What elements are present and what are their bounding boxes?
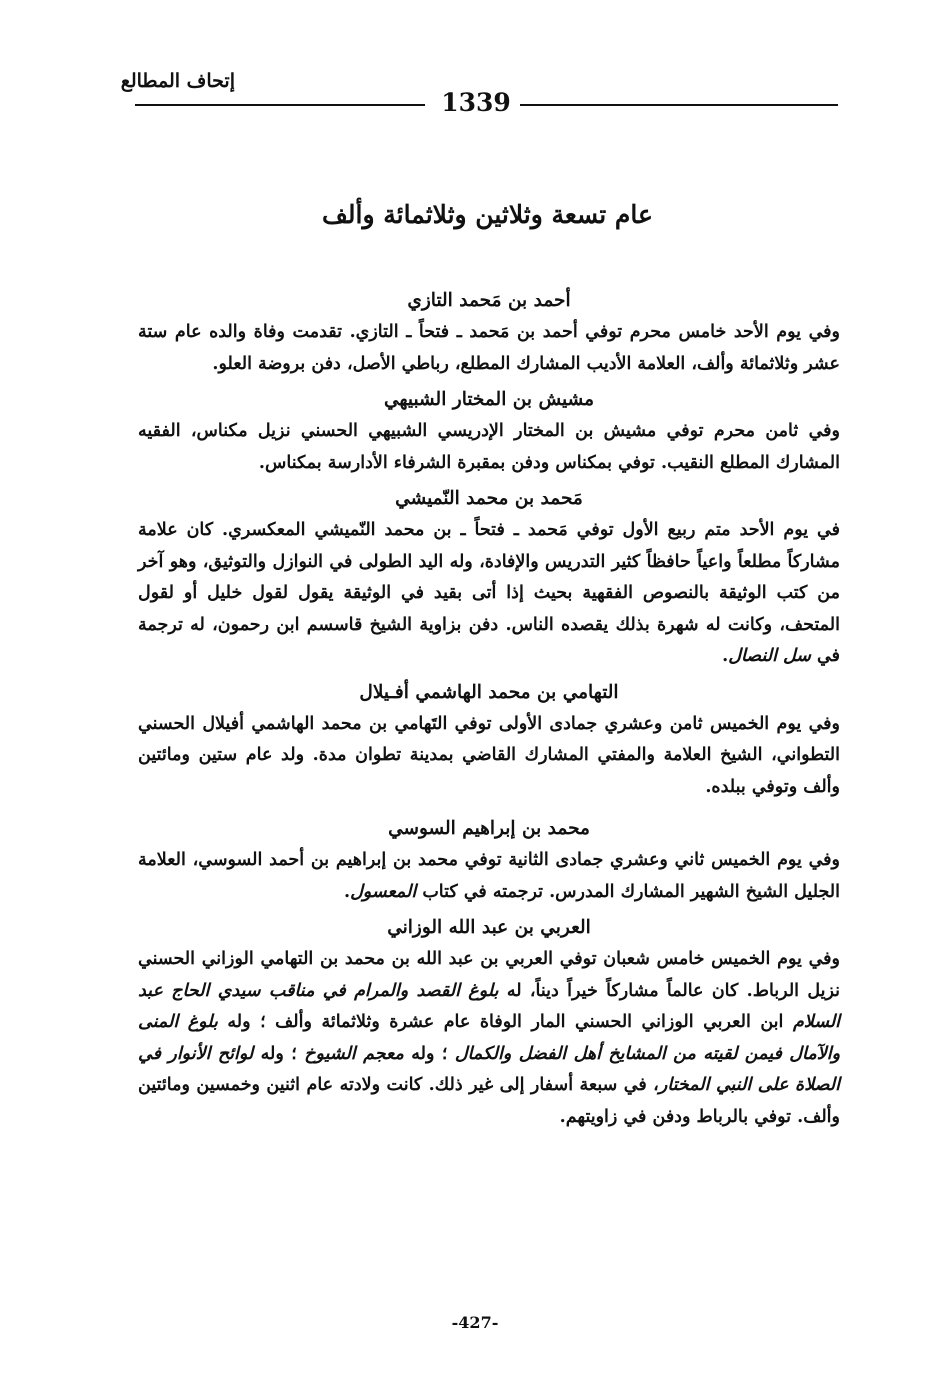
entry-name: العربي بن عبد الله الوزاني xyxy=(387,917,591,938)
entry-text-tail: . xyxy=(344,881,351,902)
page-number: -427- xyxy=(451,1313,499,1332)
book-title: بلوغ المنى والآمال فيمن لقيته من المشايخ أهل الفضل والكمال xyxy=(138,1012,841,1064)
book-title: لوائح الأنوار في الصلاة على النبي المختار xyxy=(138,1043,841,1095)
entry-text: وفي يوم الخميس ثامن وعشري جمادى الأولى توفي التَهامي بن محمد الهاشمي أفيلال الحسني التطواني، الشيخ العلامة والمفتي المشارك القاضي بمدينة تطوان مدة. ولد عام ستين ومائتين وألف وتوفي ببلده. xyxy=(138,713,840,797)
entry-text-part: وفي يوم الخميس خامس شعبان توفي العربي بن عبد الله بن محمد بن التهامي الوزاني الحسني نزيل الرباط. كان عالماً مشاركاً خيراً ديناً، له xyxy=(138,949,841,1001)
header-rule-left xyxy=(135,104,425,106)
entry-name: مَحمد بن محمد النّميشي xyxy=(395,488,583,509)
running-head: إتحاف المطالع xyxy=(120,70,235,92)
entry-text xyxy=(138,515,840,673)
book-title: سل النصال xyxy=(728,646,811,666)
entry-text: وفي ثامن محرم توفي مشيش بن المختار الإدريسي الشبيهي الحسني نزيل مكناس، الفقيه المشارك المطلع النقيب. توفي بمكناس ودفن بمقبرة الشرفاء الأدارسة بمكناس. xyxy=(138,421,840,473)
header-rule-right xyxy=(520,104,838,106)
entry-text-part: ابن العربي الوزاني الحسني المار الوفاة عام عشرة وثلاثمائة وألف ؛ وله xyxy=(227,1012,784,1032)
book-title: بلوغ القصد والمرام في مناقب سيدي الحاج عبد السلام xyxy=(138,980,841,1032)
year-title: عام تسعة وثلاثين وثلاثمائة وألف xyxy=(322,200,653,229)
entry-name: مشيش بن المختار الشبيهي xyxy=(383,389,595,410)
hijri-year-number: 1339 xyxy=(441,88,511,117)
entry-text-part: وفي يوم الخميس ثاني وعشري جمادى الثانية توفي محمد بن إبراهيم بن أحمد السوسي، العلامة الجليل الشيخ الشهير المشارك المدرس. ترجمته في كتاب xyxy=(138,850,840,902)
entry-text-part: ؛ وله xyxy=(411,1043,448,1064)
entry-name: أحمد بن مَحمد التازي xyxy=(407,290,571,311)
entry-text-tail: . xyxy=(722,646,729,666)
entry-text-part: في يوم الأحد متم ربيع الأول توفي مَحمد ـ فتحاً ـ بن محمد النّميشي المعكسري. كان علامة مشاركاً مطلعاً واعياً حافظاً كثير التدريس والإفادة، وله اليد الطولى في النوازل والتوثيق، وهو آخر من كتب الوثيقة بالنصوص الفقهية بحيث إذا أتى بقيد في الوثيقة يقول لقول خليل أو لقول المتحف، وكانت له شهرة بذلك يقصده الناس. دفن بزاوية الشيخ قاسسم ابن رحمون، له ترجمة في xyxy=(138,520,840,666)
entry-text xyxy=(138,845,840,908)
entries-body xyxy=(138,285,840,1137)
book-title: المعسول xyxy=(350,881,417,902)
entry-name: التهامي بن محمد الهاشمي أفـيلال xyxy=(359,681,619,703)
entry-text-tail: ، في سبعة أسفار إلى غير ذلك. كانت ولادته عام اثنين وخمسين ومائتين وألف. توفي بالرباط ودفن في زاويتهم. xyxy=(138,1075,840,1127)
entry-name: محمد بن إبراهيم السوسي xyxy=(388,818,590,839)
entry-text: وفي يوم الأحد خامس محرم توفي أحمد بن مَحمد ـ فتحاً ـ التازي. تقدمت وفاة والده عام ستة عشر وثلاثمائة وألف، العلامة الأديب المشارك المطلع، رباطي الأصل، دفن بروضة العلو. xyxy=(138,322,840,374)
entry-text xyxy=(138,944,840,1133)
book-title: معجم الشيوخ xyxy=(304,1043,404,1064)
entry-text-part: ؛ وله xyxy=(260,1043,297,1064)
